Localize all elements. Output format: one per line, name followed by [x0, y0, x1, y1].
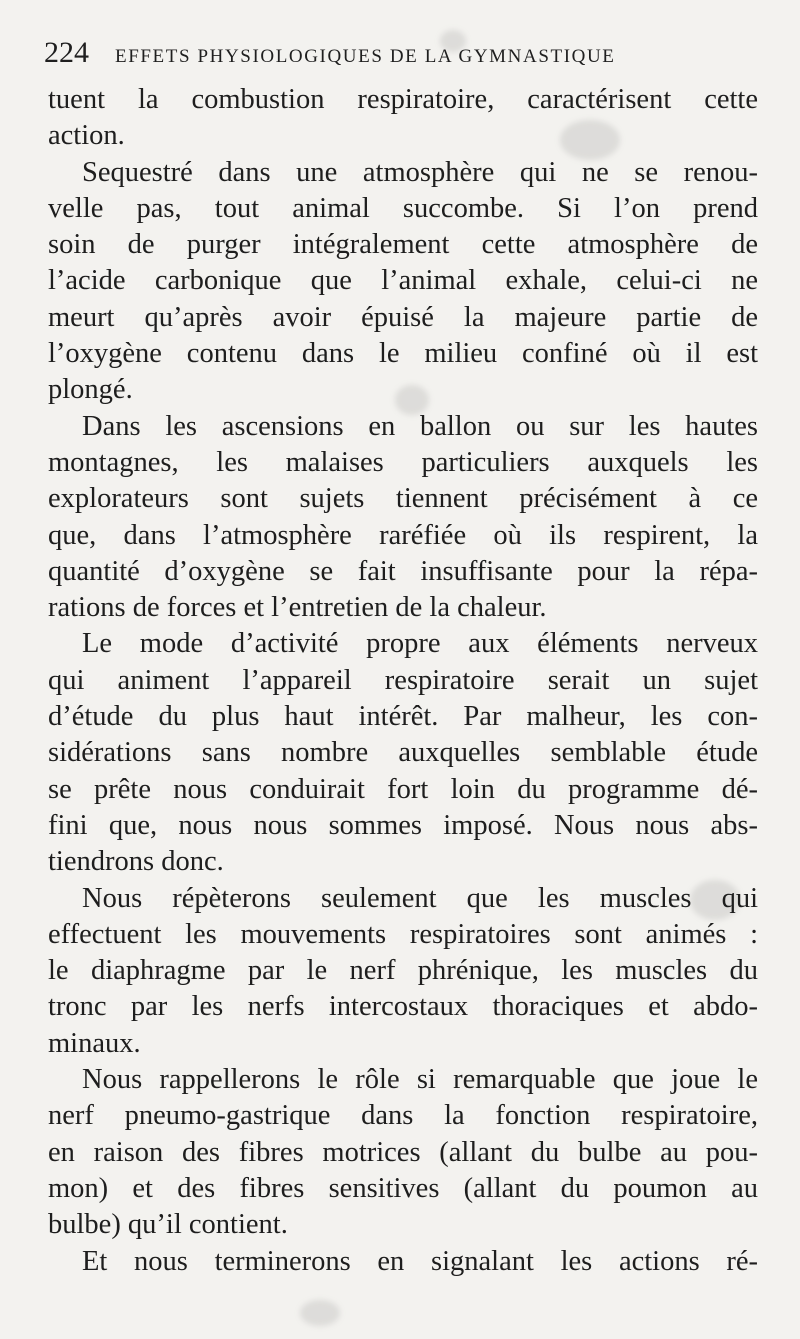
text-line: minaux. [48, 1027, 141, 1059]
text-line: Nous rappellerons le rôle si remarquable que joue le [82, 1064, 758, 1096]
text-line: Le mode d’activité propre aux éléments nerveux [82, 628, 758, 660]
text-line: quantité d’oxygène se fait insuffisante pour la répa- [48, 555, 758, 587]
text-line: soin de purger intégralement cette atmosphère de [48, 229, 758, 261]
text-line: plongé. [48, 374, 133, 406]
paragraph [48, 155, 758, 409]
text-line: mon) et des fibres sensitives (allant du poumon au [48, 1172, 758, 1204]
paragraph [48, 409, 758, 627]
text-line: en raison des fibres motrices (allant du bulbe au pou- [48, 1136, 758, 1168]
body-text [48, 82, 758, 1280]
text-line: tiendrons donc. [48, 846, 224, 878]
text-line: fini que, nous nous sommes imposé. Nous nous abs- [48, 809, 758, 841]
paper-stain [300, 1300, 340, 1326]
running-head [44, 36, 724, 72]
text-line: rations de forces et l’entretien de la chaleur. [48, 592, 547, 624]
text-line: effectuent les mouvements respiratoires sont animés : [48, 918, 758, 950]
text-line: velle pas, tout animal succombe. Si l’on prend [48, 192, 758, 224]
text-line: tronc par les nerfs intercostaux thoraciques et abdo- [48, 991, 758, 1023]
text-line: explorateurs sont sujets tiennent précisément à ce [48, 483, 758, 515]
page-number: 224 [44, 36, 89, 69]
text-line: meurt qu’après avoir épuisé la majeure partie de [48, 301, 758, 333]
paragraph [48, 1244, 758, 1280]
text-line: l’oxygène contenu dans le milieu confiné où il est [48, 338, 758, 370]
paragraph [48, 881, 758, 1062]
text-line: l’acide carbonique que l’animal exhale, celui-ci ne [48, 265, 758, 297]
text-line: nerf pneumo-gastrique dans la fonction respiratoire, [48, 1100, 758, 1132]
text-line: bulbe) qu’il contient. [48, 1209, 288, 1241]
paragraph [48, 626, 758, 880]
text-line: que, dans l’atmosphère raréfiée où ils respirent, la [48, 519, 758, 551]
running-title: EFFETS PHYSIOLOGIQUES DE LA GYMNASTIQUE [115, 46, 616, 67]
text-line: action. [48, 120, 125, 152]
text-line: qui animent l’appareil respiratoire serait un sujet [48, 664, 758, 696]
paragraph [48, 82, 758, 155]
text-line: Et nous terminerons en signalant les actions ré- [82, 1245, 758, 1277]
text-line: le diaphragme par le nerf phrénique, les muscles du [48, 955, 758, 987]
paragraph [48, 1062, 758, 1243]
text-line: Nous répèterons seulement que les muscles qui [82, 882, 758, 914]
text-line: sidérations sans nombre auxquelles semblable étude [48, 737, 758, 769]
text-line: Dans les ascensions en ballon ou sur les hautes [82, 410, 758, 442]
text-line: tuent la combustion respiratoire, caractérisent cette [48, 84, 758, 115]
text-line: se prête nous conduirait fort loin du programme dé- [48, 773, 758, 805]
text-line: montagnes, les malaises particuliers auxquels les [48, 446, 758, 478]
text-line: Sequestré dans une atmosphère qui ne se renou- [82, 156, 758, 188]
text-line: d’étude du plus haut intérêt. Par malheur, les con- [48, 701, 758, 733]
